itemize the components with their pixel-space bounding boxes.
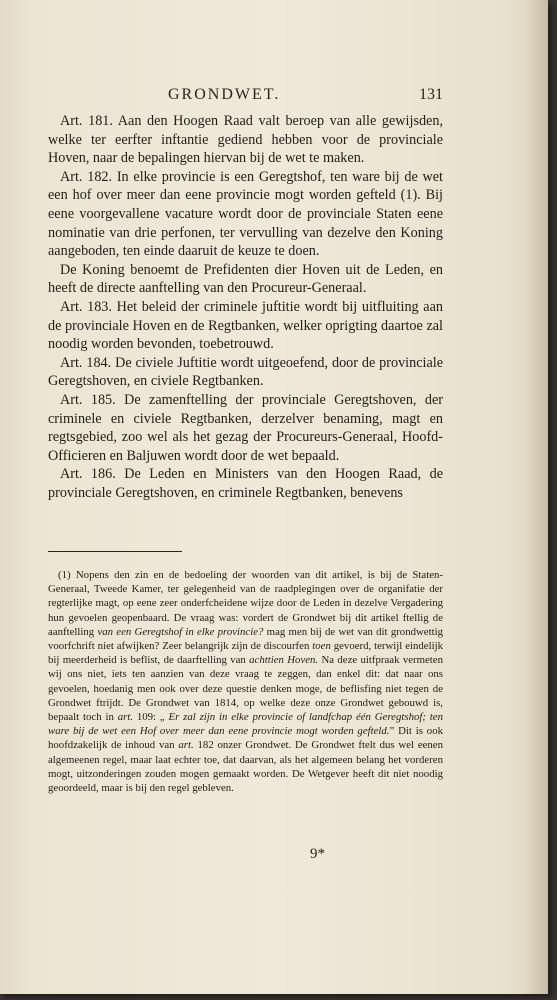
footnote-italic: van een Geregtshof in elke provincie?: [97, 625, 264, 638]
signature-mark: 9*: [310, 846, 325, 862]
footnote-text: ” Dit is ook hoofdzakelijk de inhoud van: [48, 725, 443, 752]
article-185: Art. 185. De zamenftelling der provinciale Geregtshoven, der criminele en civiele Regtbanken, derzelver benaming, magt en regtsgebied, zoo wel als het gezag der Procureurs-Generaal, Hoofd-Officieren en Baljuwen wordt door de wet bepaald.: [48, 391, 443, 464]
footnote-italic: toen: [312, 640, 331, 653]
footnote-text: gevoerd, terwijl eindelijk bij meerderheid is beflist, de daarftelling van: [48, 640, 443, 667]
article-186: Art. 186. De Leden en Ministers van den Hoogen Raad, de provinciale Geregtshoven, en criminele Regtbanken, benevens: [48, 466, 443, 501]
article-182: Art. 182. In elke provincie is een Geregtshof, ten ware bij de wet een hof over meer dan eene provincie mogt worden gefteld (1). Bij eene voorgevallene vacature wordt door de provinciale Staten eene nominatie van drie perfonen, ter vervulling van dezelve den Koning aangeboden, ten einde daaruit de keuze te doen.: [48, 168, 443, 260]
footnote-rule: [48, 551, 182, 552]
footnote-text: 109: „: [133, 711, 169, 724]
footnote-italic: art.: [117, 711, 133, 724]
running-title: GRONDWET.: [168, 86, 281, 103]
article-184: Art. 184. De civiele Juftitie wordt uitgeoefend, door de provinciale Geregtshoven, en civiele Regtbanken.: [48, 354, 443, 390]
footnote-text: mag men bij de wet van dit grondwettig voorfchrift niet afwijken? Zeer belangrijk zijn de discourfen: [48, 625, 443, 653]
footnote-text: (1) Nopens den zin en de bedoeling der woorden van dit artikel, is bij de Staten-Generaal, Tweede Kamer, ter gelegenheid van de raadplegingen over de organifatie der regterlijke magt, op eene zeer onderfcheidene wijze door de Leden in dezelve Vergadering hun gevoelen geopenbaard. De vraag was: vordert de Grondwet bij dit artikel ftellig de aanftelling: [48, 569, 443, 638]
article-183: Art. 183. Het beleid der criminele juftitie wordt bij uitfluiting aan de provinciale Hoven en de Regtbanken, welker oprigting daartoe zal noodig worden bevonden, toebetrouwd.: [48, 298, 443, 353]
article-182-continued: De Koning benoemt de Prefidenten dier Hoven uit de Leden, en heeft de directe aanftelling van den Procureur-Generaal.: [48, 261, 443, 297]
footnote-text: 182 onzer Grondwet. De Grondwet ftelt dus wel eenen algemeenen regel, maar laat echter toe, dat daarvan, als het algemeen belang het vorderen mogt, uitzonderingen zouden mogen gemaakt worden. De Wetgever heeft dit niet noodig geoordeeld, maar is bij den regel gebleven.: [48, 739, 443, 795]
footnote-italic: art.: [178, 739, 194, 752]
footnote-text: Na deze uitfpraak vermeten wij ons niet, iets ten aanzien van deze vraag te zeggen, dan enkel dit: dat naar ons gevoelen, hoedanig men ook over deze questie denken moge, de beflisfing niet tegen de Grondwet ftrijdt. De Grondwet van 1814, op welke deze onze Grondwet gebouwd is, bepaalt toch in: [48, 654, 443, 724]
page-edge-shadow: [526, 0, 548, 994]
footnote: [48, 568, 443, 795]
page-number: 131: [419, 86, 443, 103]
main-text: [48, 112, 443, 502]
footnote-italic: achttien Hoven.: [249, 654, 319, 667]
article-181: Art. 181. Aan den Hoogen Raad valt beroep van alle gewijsden, welke ter eerfter inftantie gediend hebben voor de provinciale Hoven, naar de bepalingen hiervan bij de wet te maken.: [48, 113, 443, 167]
footnote-italic: Er zal zijn in elke provincie of landfchap één Geregtshof; ten ware bij de wet een Hof over meer dan eene provincie mogt worden gefteld.: [48, 711, 443, 738]
page-header: [58, 86, 443, 108]
